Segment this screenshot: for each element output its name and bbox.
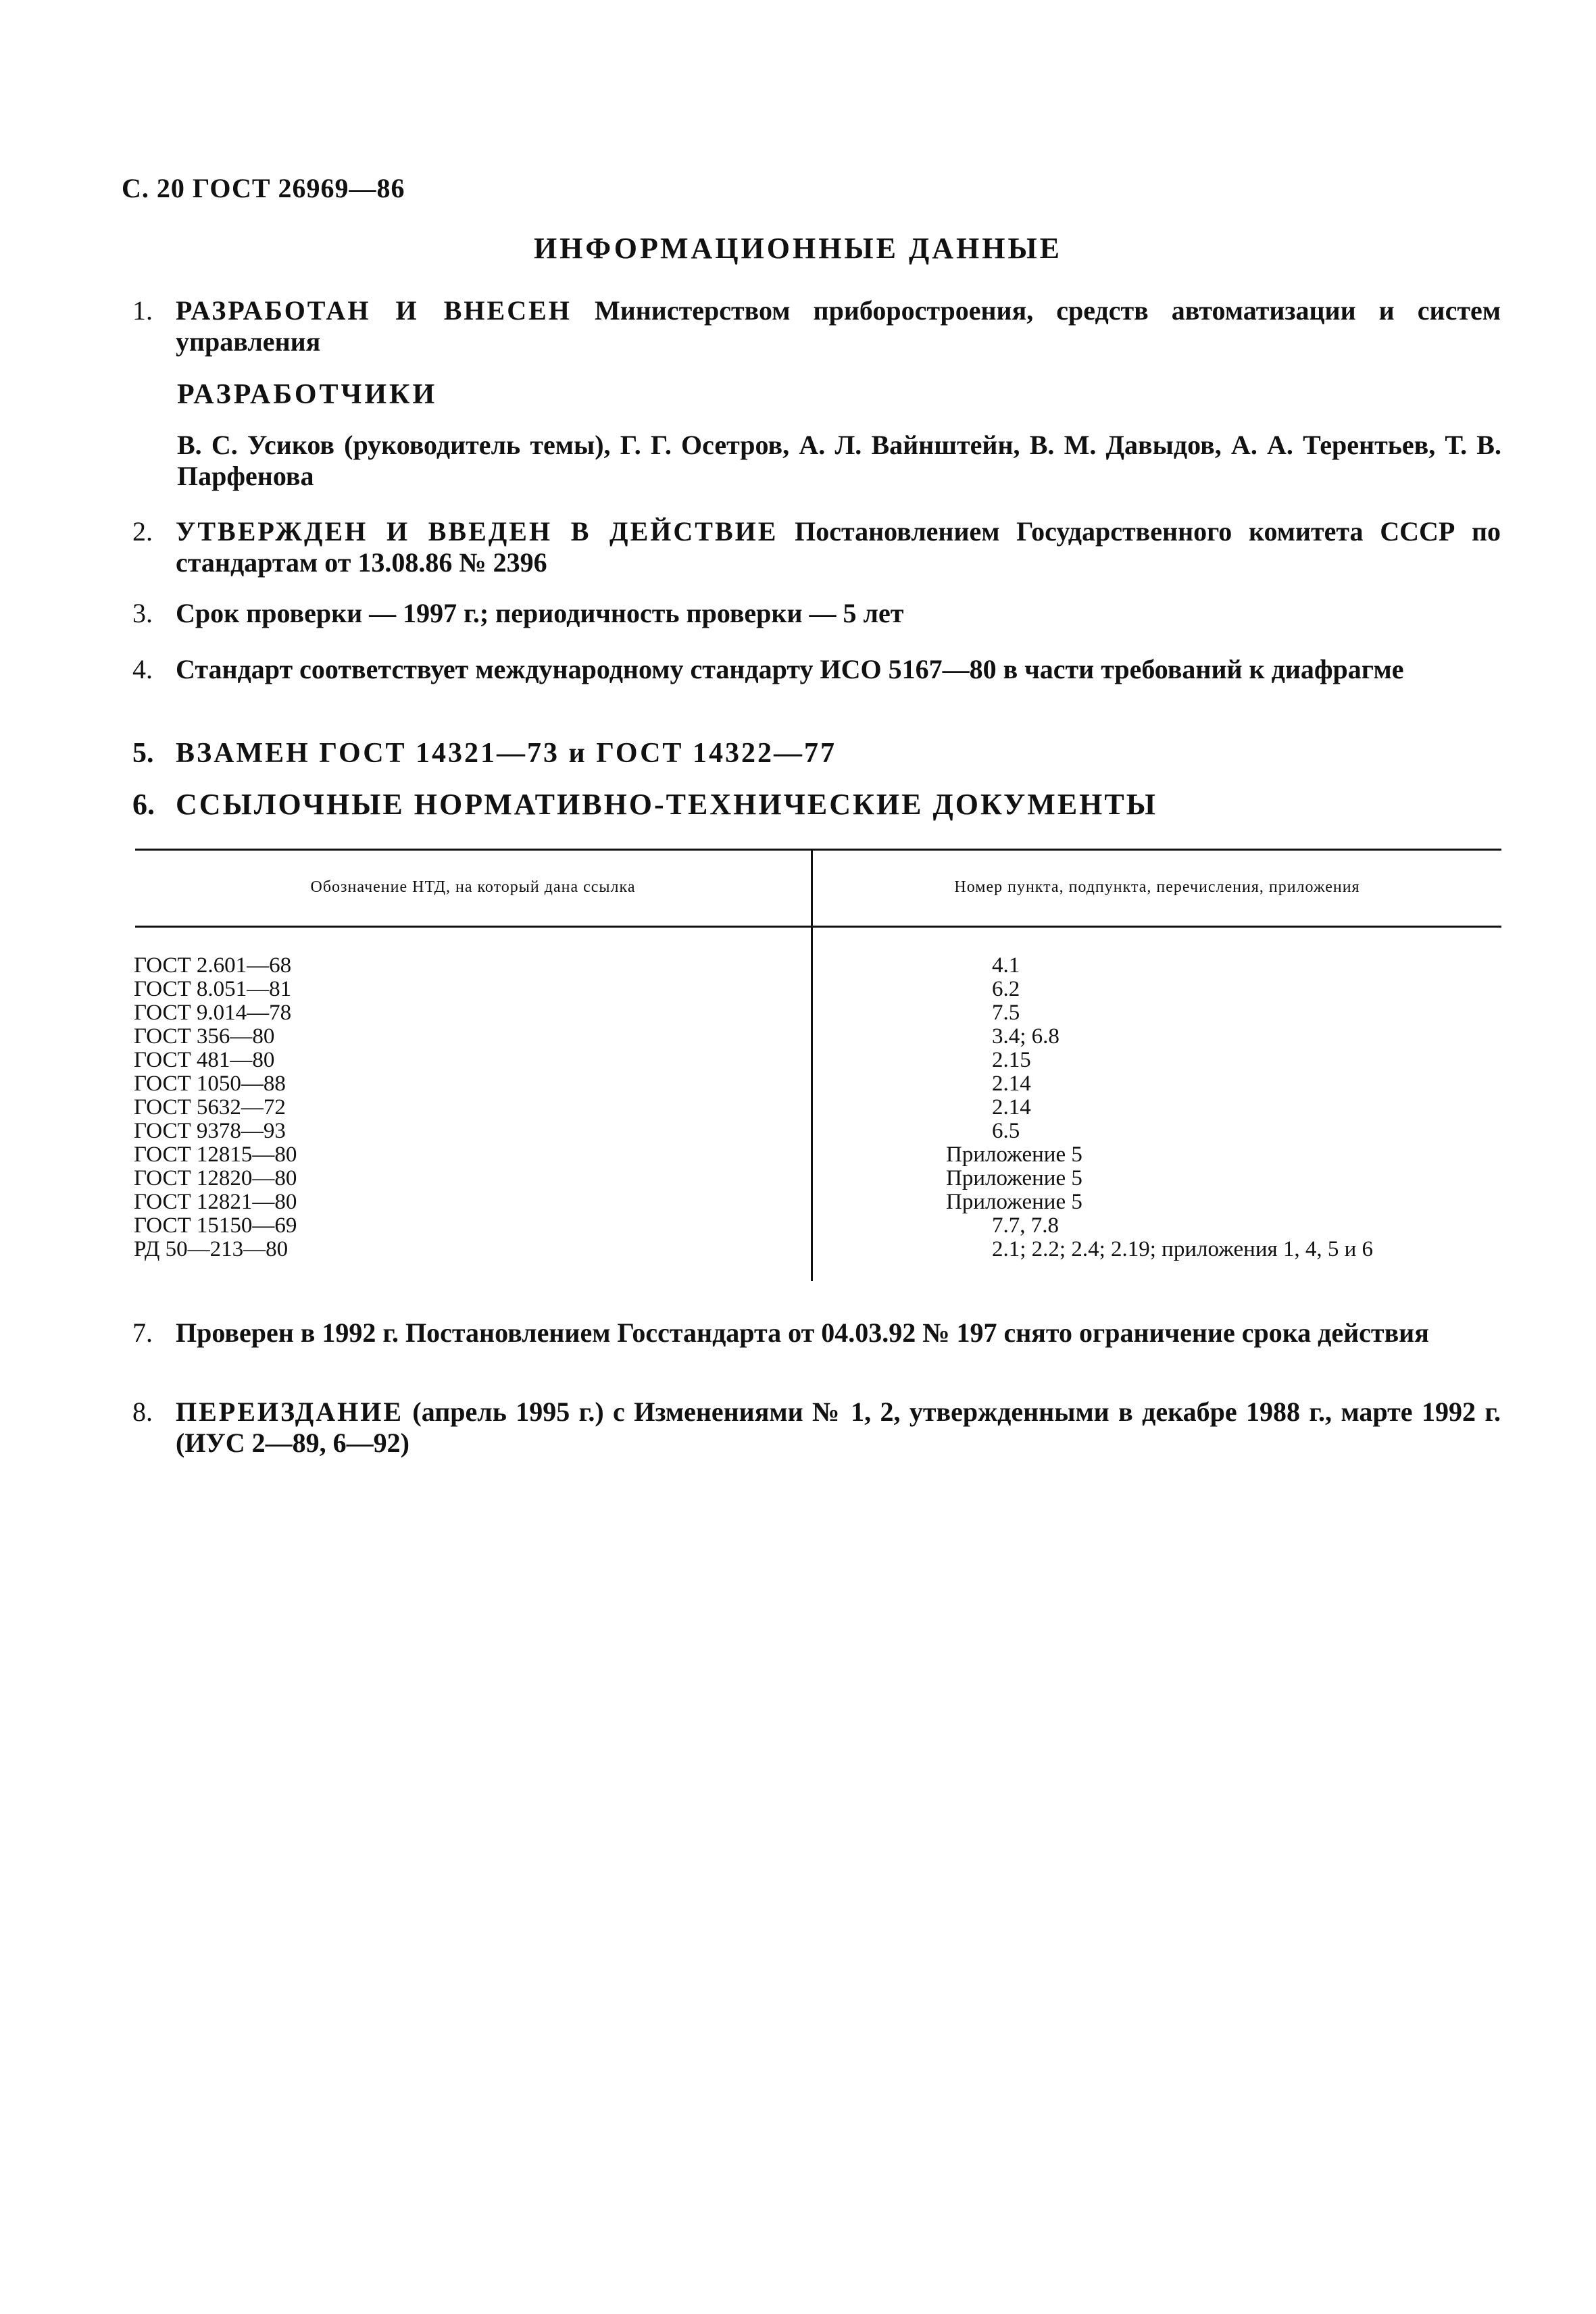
item-body: (апрель 1995 г.) с Изменениями № 1, 2, утвержденными в декабре 1988 г., марте 1992 г. (ИУС 2—89, 6—92) bbox=[176, 1397, 1501, 1458]
developers-heading: РАЗРАБОТЧИКИ bbox=[177, 379, 438, 410]
item-number: 2. bbox=[132, 516, 153, 547]
item-text: ССЫЛОЧНЫЕ НОРМАТИВНО-ТЕХНИЧЕСКИЕ ДОКУМЕНТЫ bbox=[176, 788, 1157, 821]
item-body: Постановлением Государственного комитета СССР по стандартам от 13.08.86 № 2396 bbox=[176, 516, 1501, 578]
item-body: Министерством приборостроения, средств автоматизации и систем управления bbox=[176, 295, 1501, 357]
info-item-2 bbox=[132, 516, 1501, 578]
table-ref-column bbox=[946, 954, 1500, 1261]
table-cell-ref: 2.1; 2.2; 2.4; 2.19; приложения 1, 4, 5 и 6 bbox=[992, 1237, 1374, 1261]
page-title: ИНФОРМАЦИОННЫЕ ДАННЫЕ bbox=[533, 232, 1063, 265]
item-number: 3. bbox=[132, 598, 153, 628]
table-cell-doc: ГОСТ 481—80 bbox=[134, 1048, 275, 1072]
info-item-1 bbox=[132, 295, 1501, 357]
item-number: 7. bbox=[132, 1317, 153, 1348]
info-item-5 bbox=[132, 738, 1501, 769]
table-cell-ref: 2.15 bbox=[992, 1048, 1031, 1072]
item-text bbox=[176, 516, 1501, 578]
table-cell-ref: 3.4; 6.8 bbox=[992, 1024, 1059, 1049]
table-cell-ref: Приложение 5 bbox=[946, 1190, 1082, 1214]
table-cell-doc: ГОСТ 9.014—78 bbox=[134, 1001, 292, 1025]
table-cell-doc: ГОСТ 15150—69 bbox=[134, 1213, 297, 1238]
item-number: 1. bbox=[132, 295, 153, 326]
table-column-separator bbox=[811, 849, 813, 1281]
item-text: Стандарт соответствует международному стандарту ИСО 5167—80 в части требований к диафрагме bbox=[176, 654, 1404, 684]
table-header-ref: Номер пункта, подпункта, перечисления, приложения bbox=[954, 878, 1360, 896]
item-text: Срок проверки — 1997 г.; периодичность проверки — 5 лет bbox=[176, 598, 904, 628]
table-cell-ref: Приложение 5 bbox=[946, 1142, 1082, 1167]
table-cell-doc: ГОСТ 8.051—81 bbox=[134, 977, 292, 1001]
item-number: 4. bbox=[132, 654, 153, 684]
developers-names: В. С. Усиков (руководитель темы), Г. Г. Осетров, А. Л. Вайнштейн, В. М. Давыдов, А. А. Терентьев, Т. В. Парфенова bbox=[177, 430, 1501, 491]
info-item-6 bbox=[132, 789, 1501, 820]
table-cell-doc: ГОСТ 2.601—68 bbox=[134, 953, 292, 978]
item-lead: УТВЕРЖДЕН И ВВЕДЕН В ДЕЙСТВИЕ bbox=[176, 516, 778, 547]
item-text: Проверен в 1992 г. Постановлением Госстандарта от 04.03.92 № 197 снято ограничение срока действия bbox=[176, 1317, 1429, 1348]
table-cell-ref: 4.1 bbox=[992, 953, 1020, 978]
table-cell-ref: 7.7, 7.8 bbox=[992, 1213, 1059, 1238]
table-header-rule bbox=[135, 926, 1501, 928]
table-top-rule bbox=[135, 849, 1501, 851]
info-item-3 bbox=[132, 598, 1501, 629]
table-cell-ref: 6.2 bbox=[992, 977, 1020, 1001]
table-cell-ref: 7.5 bbox=[992, 1001, 1020, 1025]
item-text bbox=[176, 295, 1501, 357]
item-number: 8. bbox=[132, 1397, 153, 1427]
table-cell-ref: 2.14 bbox=[992, 1095, 1031, 1120]
table-cell-doc: ГОСТ 12821—80 bbox=[134, 1190, 297, 1214]
item-number: 5. bbox=[132, 738, 154, 769]
item-text: ВЗАМЕН ГОСТ 14321—73 и ГОСТ 14322—77 bbox=[176, 738, 837, 769]
table-cell-doc: РД 50—213—80 bbox=[134, 1237, 289, 1261]
item-lead: ПЕРЕИЗДАНИЕ bbox=[176, 1397, 404, 1427]
table-cell-doc: ГОСТ 5632—72 bbox=[134, 1095, 286, 1120]
info-item-7 bbox=[132, 1317, 1501, 1349]
table-cell-ref: Приложение 5 bbox=[946, 1166, 1082, 1190]
table-cell-ref: 6.5 bbox=[992, 1119, 1020, 1143]
table-cell-doc: ГОСТ 1050—88 bbox=[134, 1072, 286, 1096]
item-text bbox=[176, 1397, 1501, 1459]
table-doc-column bbox=[134, 954, 803, 1261]
table-cell-doc: ГОСТ 356—80 bbox=[134, 1024, 275, 1049]
table-cell-doc: ГОСТ 12820—80 bbox=[134, 1166, 297, 1190]
info-item-4 bbox=[132, 654, 1501, 685]
item-lead: РАЗРАБОТАН И ВНЕСЕН bbox=[176, 295, 572, 326]
table-header-doc: Обозначение НТД, на который дана ссылка bbox=[310, 878, 636, 896]
info-item-8 bbox=[132, 1397, 1501, 1459]
item-number: 6. bbox=[132, 788, 155, 821]
table-cell-doc: ГОСТ 9378—93 bbox=[134, 1119, 286, 1143]
page-header: С. 20 ГОСТ 26969—86 bbox=[122, 173, 405, 203]
table-cell-doc: ГОСТ 12815—80 bbox=[134, 1142, 297, 1167]
table-cell-ref: 2.14 bbox=[992, 1072, 1031, 1096]
